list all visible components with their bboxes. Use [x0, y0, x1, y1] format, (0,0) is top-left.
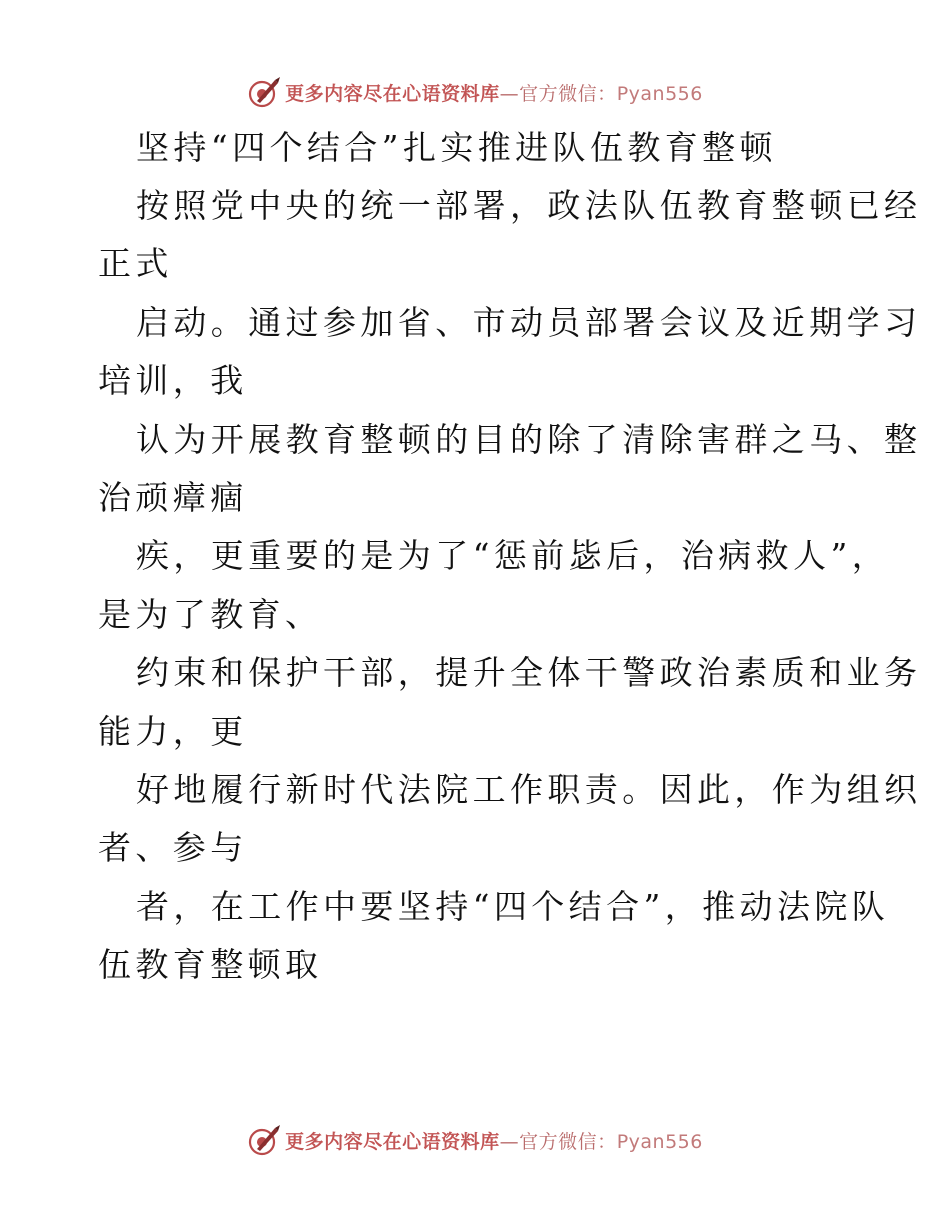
watermark-text	[285, 1127, 703, 1154]
paragraph-line: 约束和保护干部，提升全体干警政治素质和业务	[136, 653, 922, 692]
header-watermark	[0, 72, 950, 112]
footer-watermark	[0, 1120, 950, 1160]
paragraph-line: 按照党中央的统一部署，政法队伍教育整顿已经	[136, 186, 922, 225]
paragraph-line: 伍教育整顿取	[98, 945, 323, 984]
paragraph-line: 者、参与	[98, 828, 248, 867]
paragraph-line: 治顽瘴痼	[98, 478, 248, 517]
watermark-text	[285, 79, 703, 106]
paragraph-line: 认为开展教育整顿的目的除了清除害群之马、整	[136, 420, 922, 459]
paragraph-line: 启动。通过参加省、市动员部署会议及近期学习	[136, 303, 922, 342]
paragraph-line: 正式	[98, 244, 173, 283]
paragraph-line: 能力，更	[98, 712, 248, 751]
paragraph-line: 是为了教育、	[98, 595, 323, 634]
document-title: 坚持“四个结合”扎实推进队伍教育整顿	[136, 128, 777, 167]
paragraph-line: 培训，我	[98, 361, 248, 400]
watermark-contact-id: Pyan556	[616, 82, 703, 105]
watermark-separator: —	[499, 82, 520, 105]
watermark-brand: 更多内容尽在心语资料库	[285, 82, 500, 105]
watermark-separator: —	[499, 1130, 520, 1153]
paragraph-line: 好地履行新时代法院工作职责。因此，作为组织	[136, 770, 922, 809]
quill-pen-logo-icon	[247, 1123, 281, 1157]
watermark-contact-id: Pyan556	[616, 1130, 703, 1153]
quill-pen-logo-icon	[247, 75, 281, 109]
paragraph-line: 者，在工作中要坚持“四个结合”，推动法院队	[136, 887, 890, 926]
watermark-contact-label: 官方微信：	[519, 1130, 617, 1153]
watermark-brand: 更多内容尽在心语资料库	[285, 1130, 500, 1153]
watermark-contact-label: 官方微信：	[519, 82, 617, 105]
paragraph-line: 疾，更重要的是为了“惩前毖后，治病救人”，	[136, 536, 890, 575]
